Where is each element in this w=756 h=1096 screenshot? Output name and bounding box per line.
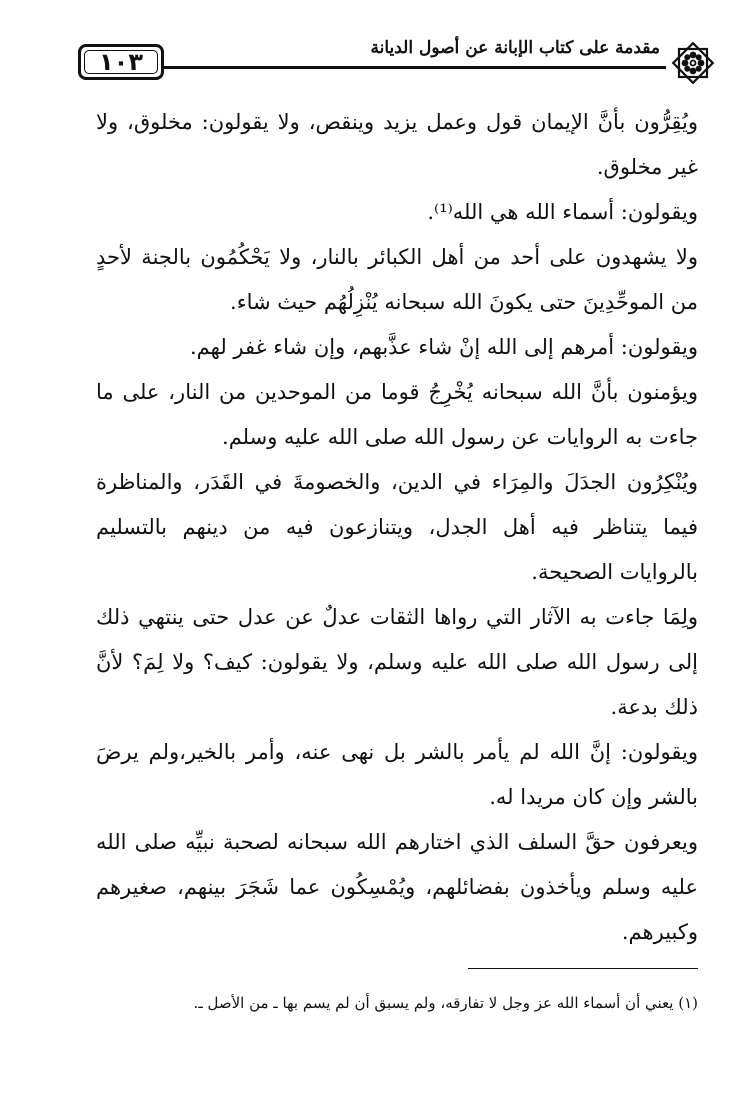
paragraph: ويؤمنون بأنَّ الله سبحانه يُخْرِجُ قوما من الموحدين من النار، على ما جاءت به الروايات عن رسول الله صلى الله عليه وسلم. — [96, 380, 698, 449]
header-rule — [96, 66, 666, 69]
page-number-box — [78, 44, 164, 80]
paragraph: ولِمَا جاءت به الآثار التي رواها الثقات عدلٌ عن عدل حتى ينتهي ذلك إلى رسول الله صلى الله عليه وسلم، ولا يقولون: كيف؟ ولا لِمَ؟ لأنَّ ذلك بدعة. — [96, 605, 698, 719]
paragraph: ويقولون: أمرهم إلى الله إنْ شاء عذَّبهم، وإن شاء غفر لهم. — [190, 335, 698, 359]
paragraph: ولا يشهدون على أحد من أهل الكبائر بالنار، ولا يَحْكُمُون بالجنة لأحدٍ من الموحِّدِينَ حتى يكونَ الله سبحانه يُنْزِلُهُم حيث شاء. — [96, 245, 698, 314]
running-title: مقدمة على كتاب الإبانة عن أصول الديانة — [364, 38, 666, 58]
paragraph: ويعرفون حقَّ السلف الذي اختارهم الله سبحانه لصحبة نبيِّه صلى الله عليه وسلم ويأخذون بفضائلهم، ويُمْسِكُون عما شَجَرَ بينهم، صغيرهم وكبيرهم. — [96, 830, 698, 944]
body-text — [96, 100, 698, 955]
paragraph: ويقولون: أسماء الله هي الله⁽¹⁾. — [427, 200, 698, 224]
page-number: ١٠٣ — [99, 48, 143, 76]
footnote: (١) يعني أن أسماء الله عز وجل لا تفارقه، ولم يسبق أن لم يسم بها ـ من الأصل ـ. — [193, 994, 698, 1012]
paragraph: ويقولون: إنَّ الله لم يأمر بالشر بل نهى عنه، وأمر بالخير،ولم يرضَ بالشر وإن كان مريدا له. — [96, 740, 698, 809]
paragraph: ويُقِرُّون بأنَّ الإيمان قول وعمل يزيد وينقص، ولا يقولون: مخلوق، ولا غير مخلوق. — [96, 110, 698, 179]
octagram-flower-icon — [670, 40, 716, 86]
running-header — [96, 38, 666, 78]
footnote-separator — [468, 968, 698, 969]
paragraph: ويُنْكِرُون الجدَلَ والمِرَاء في الدين، والخصومةَ في القَدَر، والمناظرة فيما يتناظر فيه أهل الجدل، ويتنازعون فيه من دينهم بالتسليم بالروايات الصحيحة. — [96, 470, 698, 584]
